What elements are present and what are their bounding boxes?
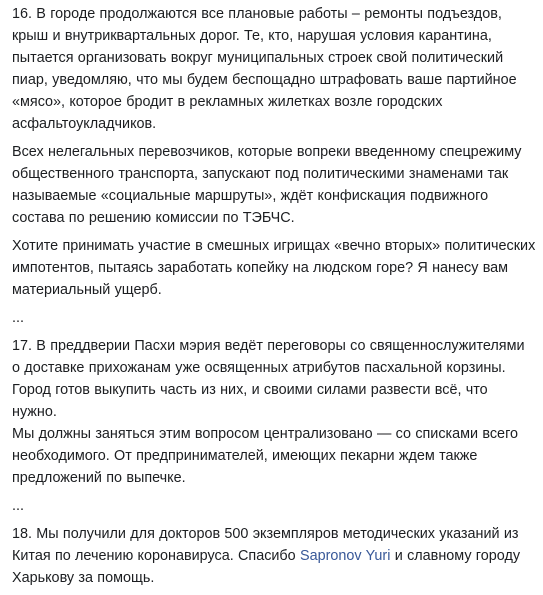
paragraph-18 [12,523,536,589]
paragraph-16-carriers: Всех нелегальных перевозчиков, которые вопреки введенному спецрежиму общественного транспорта, запускают под политическими знаменами так называемые «социальные маршруты», ждёт конфискация подвижного состава по решению комиссии по ТЭБЧС. [12,144,522,226]
separator-ellipsis-2: ... [12,498,24,514]
mention-link-sapronov-yuri[interactable]: Sapronov Yuri [299,548,391,564]
separator-ellipsis-1: ... [12,310,24,326]
paragraph-17 [12,335,536,489]
post-body [12,3,536,595]
paragraph-18-text-before: 18. Мы получили для докторов 500 экземпляров методических указаний из Китая по лечению коронавируса. Спасибо [12,526,519,564]
paragraph-16: 16. В городе продолжаются все плановые работы – ремонты подъездов, крыш и внутриквартальных дорог. Те, кто, нарушая условия карантина, пытается организовать вокруг муниципальных строек свой политический пиар, уведомляю, что мы будем беспощадно штрафовать ваше партийное «мясо», которое бродит в рекламных жилетках возле городских асфальтоукладчиков. [12,6,517,132]
paragraph-17-line1: 17. В преддверии Пасхи мэрия ведёт переговоры со священнослужителями о доставке прихожанам уже освященных атрибутов пасхальной корзины. Город готов выкупить часть из них, и своими силами развести всё, что нужно. [12,338,525,420]
paragraph-18-text-after: и славному городу Харькову за помощь. [12,548,521,586]
paragraph-16-damage: Хотите принимать участие в смешных игрищах «вечно вторых» политических импотентов, пытаясь заработать копейку на людском горе? Я нанесу вам материальный ущерб. [12,238,536,298]
paragraph-17-line2: Мы должны заняться этим вопросом централизовано — со списками всего необходимого. От предпринимателей, имеющих пекарни ждем также предложений по выпечке. [12,426,518,486]
